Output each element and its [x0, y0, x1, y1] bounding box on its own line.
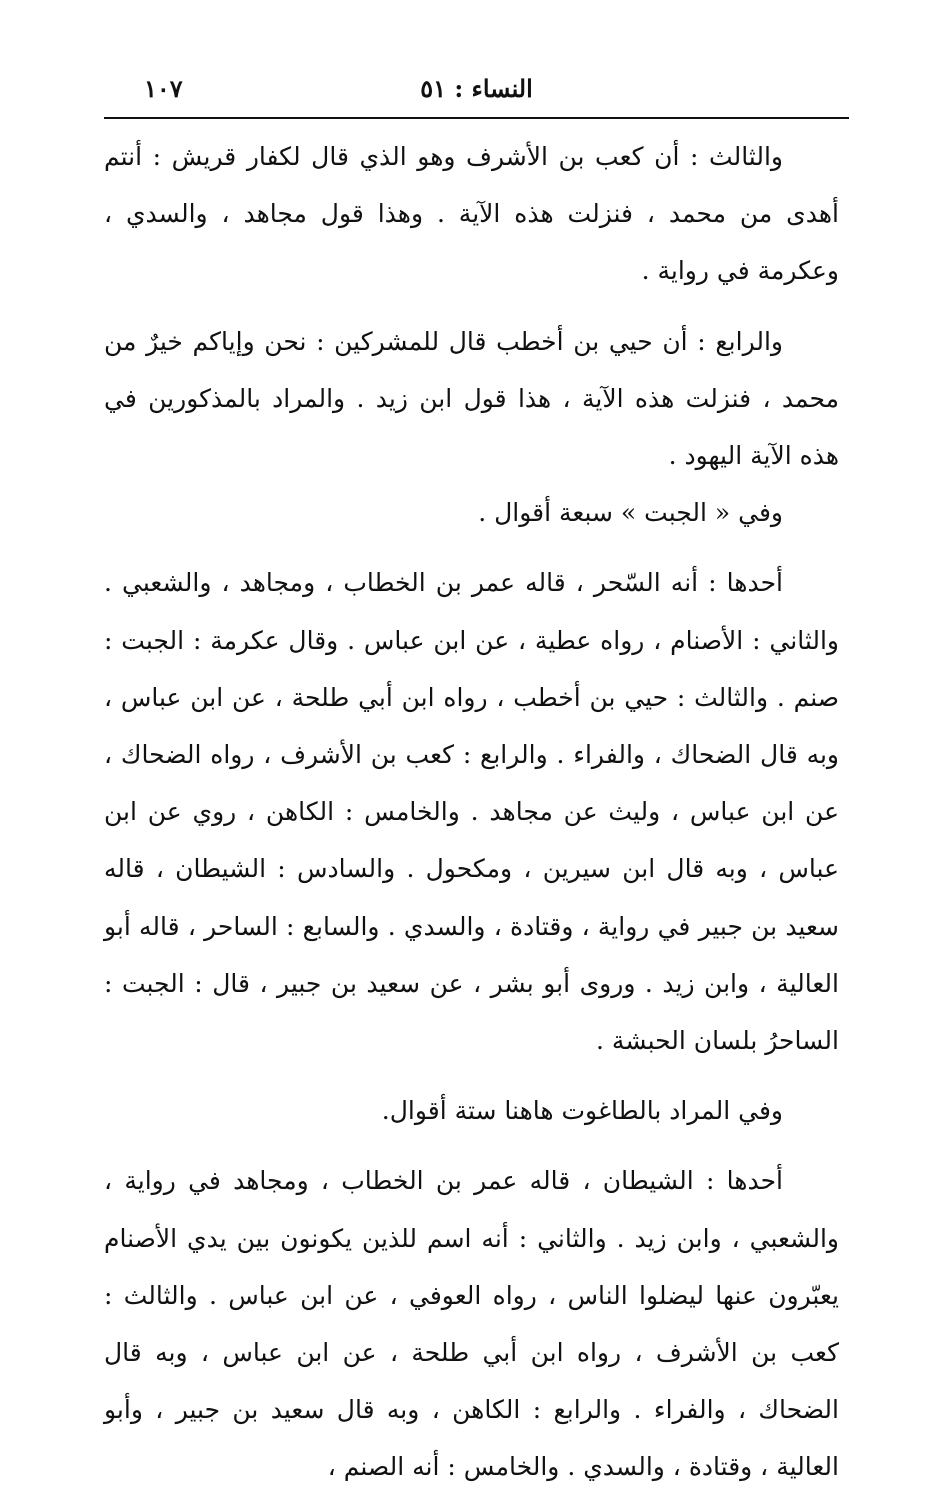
paragraph-taghut-opinions: أحدها : الشيطان ، قاله عمر بن الخطاب ، ومجاهد في رواية ، والشعبي ، وابن زيد . والثاني : أنه اسم للذين يكونون بين يدي الأصنام يعبّرون عنها ليضلوا الناس ، رواه العوفي ، عن ابن عباس . والثالث : كعب بن الأشرف ، رواه ابن أبي طلحة ، عن ابن عباس ، وبه قال الضحاك ، والفراء . والرابع : الكاهن ، وبه قال سعيد بن جبير ، وأبو العالية ، وقتادة ، والسدي . والخامس : أنه الصنم ، [104, 1166, 839, 1482]
page-body [104, 128, 839, 1496]
paragraph-jibt-heading: وفي « الجبت » سبعة أقوال . [478, 498, 783, 528]
running-title: النساء : ٥١ [420, 74, 533, 103]
paragraph-taghut-heading: وفي المراد بالطاغوت هاهنا ستة أقوال. [381, 1096, 783, 1126]
paragraph-jibt-opinions: أحدها : أنه السّحر ، قاله عمر بن الخطاب ، ومجاهد ، والشعبي . والثاني : الأصنام ، رواه عطية ، عن ابن عباس . وقال عكرمة : الجبت : صنم . والثالث : حيي بن أخطب ، رواه ابن أبي طلحة ، عن ابن عباس ، وبه قال الضحاك ، والفراء . والرابع : كعب بن الأشرف ، رواه الضحاك ، عن ابن عباس ، وليث عن مجاهد . والخامس : الكاهن ، روي عن ابن عباس ، وبه قال ابن سيرين ، ومكحول . والسادس : الشيطان ، قاله سعيد بن جبير في رواية ، وقتادة ، والسدي . والسابع : الساحر ، قاله أبو العالية ، وابن زيد . وروى أبو بشر ، عن سعيد بن جبير ، قال : الجبت : الساحرُ بلسان الحبشة . [104, 568, 839, 1056]
header-divider [104, 117, 849, 119]
paragraph-fourth-reason: والرابع : أن حيي بن أخطب قال للمشركين : نحن وإياكم خيرٌ من محمد ، فنزلت هذه الآية ، هذا قول ابن زيد . والمراد بالمذكورين في هذه الآية اليهود . [104, 326, 839, 471]
page-header [104, 72, 849, 112]
paragraph-third-reason: والثالث : أن كعب بن الأشرف وهو الذي قال لكفار قريش : أنتم أهدى من محمد ، فنزلت هذه الآية . وهذا قول مجاهد ، والسدي ، وعكرمة في رواية . [104, 142, 839, 286]
page-number: ١٠٧ [144, 74, 183, 103]
